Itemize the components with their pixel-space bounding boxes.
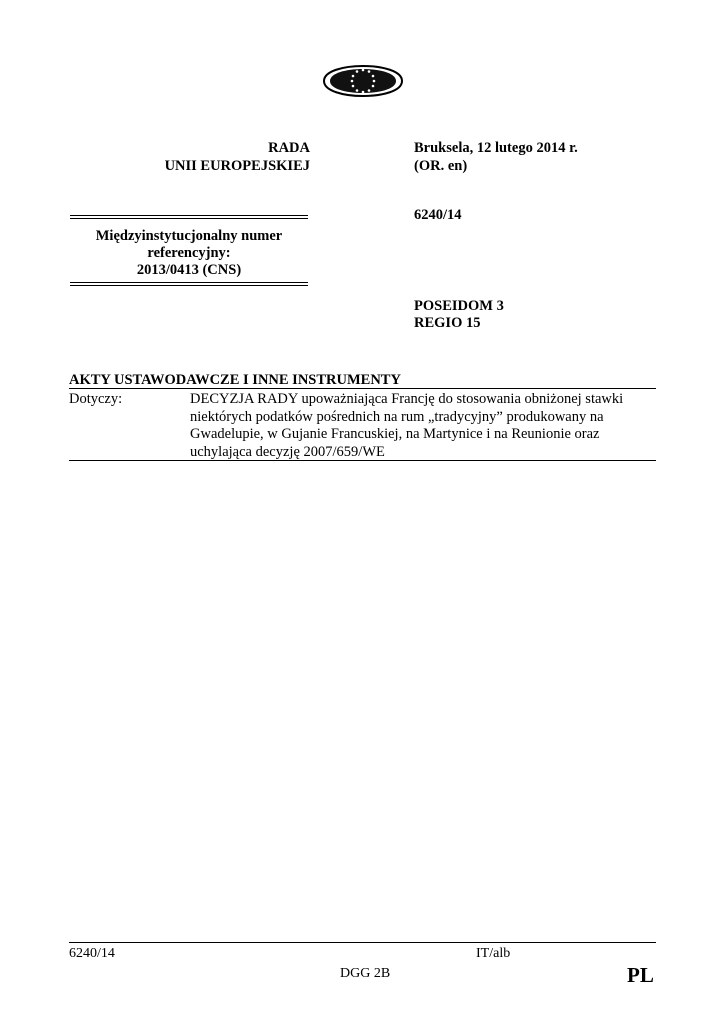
- code-item: REGIO 15: [414, 315, 481, 331]
- council-name: [70, 139, 310, 175]
- interinstitutional-ref: [70, 228, 308, 279]
- footer-dg: DGG 2B: [340, 966, 391, 981]
- place-date-block: [414, 139, 578, 175]
- subject-line: DECYZJA RADY upoważniająca Francję do stosowania obniżonej stawki: [190, 391, 624, 407]
- interinstitutional-line1: Międzyinstytucjonalny numer: [95, 228, 283, 244]
- council-name-line1: RADA: [268, 140, 310, 156]
- double-rule-bottom: [70, 282, 308, 286]
- section-rule-top: [69, 388, 656, 389]
- original-language: (OR. en): [414, 158, 468, 174]
- code-item: POSEIDOM 3: [414, 298, 504, 314]
- interinstitutional-line2: referencyjny:: [147, 245, 231, 261]
- footer-language: PL: [627, 963, 654, 987]
- footer-initials: IT/alb: [476, 946, 511, 961]
- double-rule-top: [70, 215, 308, 219]
- document-number: 6240/14: [414, 207, 462, 223]
- footer-doc-ref: 6240/14: [69, 946, 115, 961]
- section-rule-bottom: [69, 460, 656, 461]
- footer-rule: [69, 942, 656, 943]
- subject-line: Gwadelupie, w Gujanie Francuskiej, na Martynice i na Reunionie oraz: [190, 426, 600, 442]
- subject-codes: [414, 298, 504, 332]
- place-date: Bruksela, 12 lutego 2014 r.: [414, 140, 578, 156]
- subject-text: [190, 391, 650, 461]
- subject-label: Dotyczy:: [69, 391, 123, 407]
- section-heading: AKTY USTAWODAWCZE I INNE INSTRUMENTY: [69, 372, 401, 388]
- subject-line: niektórych podatków pośrednich na rum „tradycyjny” produkowany na: [190, 408, 604, 425]
- council-emblem-logo: [320, 57, 406, 105]
- council-name-line2: UNII EUROPEJSKIEJ: [164, 158, 310, 174]
- subject-line: uchylająca decyzję 2007/659/WE: [190, 443, 385, 460]
- interinstitutional-line3: 2013/0413 (CNS): [136, 262, 242, 278]
